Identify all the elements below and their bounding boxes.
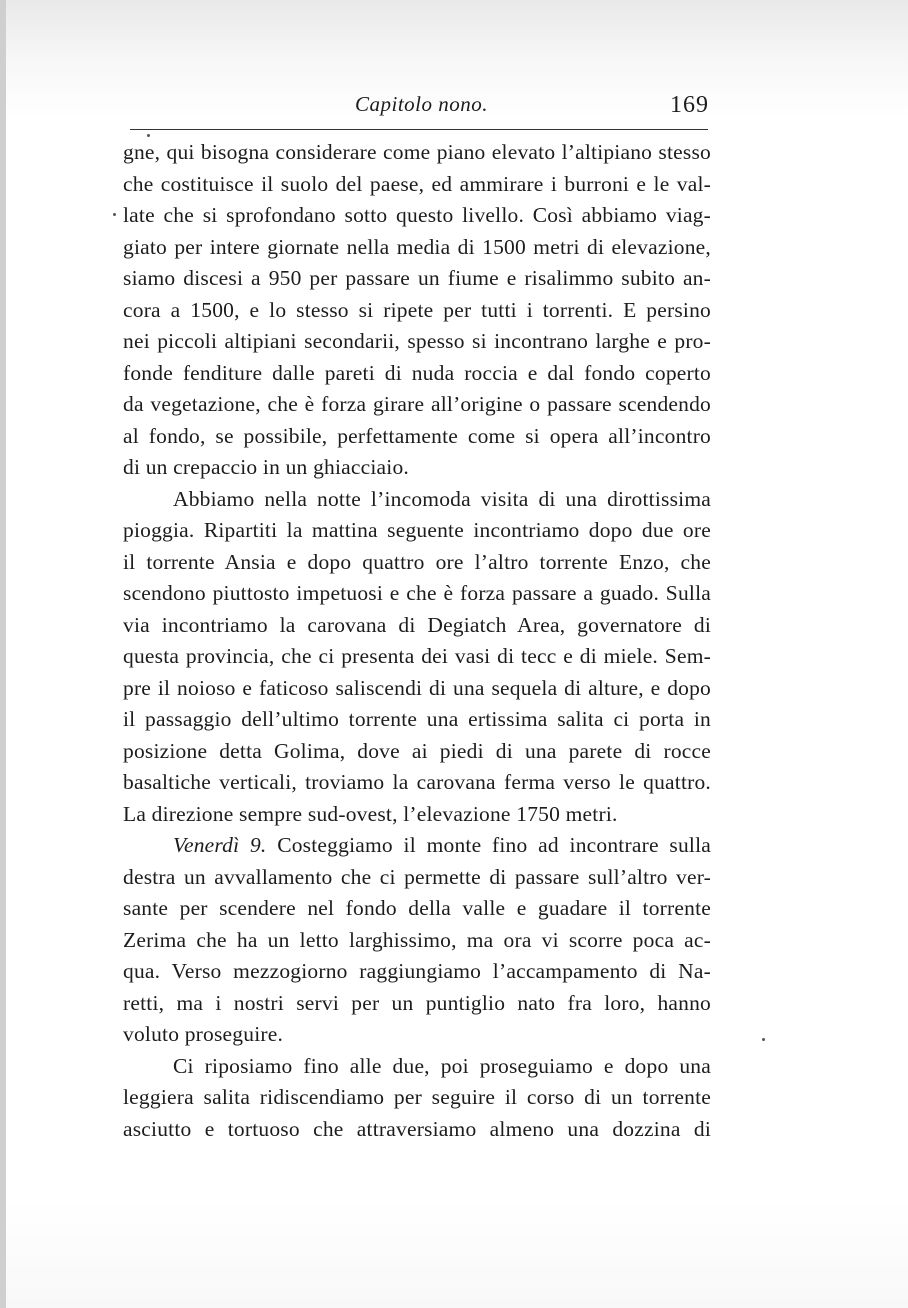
paragraph-4 [123, 1051, 711, 1146]
text-line: leggiera salita ridiscendiamo per seguire il corso di un torrente [123, 1085, 711, 1109]
running-head [123, 86, 709, 120]
paragraph-2 [123, 484, 711, 831]
date-label: Venerdì 9. [173, 833, 267, 857]
text-line: questa provincia, che ci presenta dei vasi di tecc e di miele. Sem- [123, 644, 711, 668]
text-line: posizione detta Golima, dove ai piedi di una parete di rocce [123, 738, 711, 763]
text-line [123, 830, 711, 862]
text-line: sante per scendere nel fondo della valle e guadare il torrente [123, 896, 711, 920]
paragraph-1 [123, 137, 711, 484]
text-line: La direzione sempre sud-ovest, l’elevazione 1750 metri. [123, 801, 618, 826]
text-line: scendono piuttosto impetuosi e che è forza passare a guado. Sulla [123, 581, 711, 605]
text-line: voluto proseguire. [123, 1022, 284, 1046]
text-line: pre il noioso e faticoso saliscendi di una sequela di alture, e dopo [123, 675, 711, 700]
text-line: da vegetazione, che è forza girare all’origine o passare scendendo [123, 392, 711, 416]
print-speck [762, 1038, 765, 1041]
text-line: Abbiamo nella notte l’incomoda visita di una dirottissima [173, 486, 711, 511]
text-line: retti, ma i nostri servi per un puntiglio nato fra loro, hanno [123, 990, 711, 1015]
text-line: basaltiche verticali, troviamo la carovana ferma verso le quattro. [123, 770, 711, 794]
text-line: pioggia. Ripartiti la mattina seguente incontriamo dopo due ore [123, 518, 711, 542]
text-line: qua. Verso mezzogiorno raggiungiamo l’accampamento di Na- [123, 959, 711, 983]
text-line: al fondo, se possibile, perfettamente come si opera all’incontro [123, 423, 711, 448]
print-speck [113, 213, 116, 216]
text-line: il torrente Ansia e dopo quattro ore l’altro torrente Enzo, che [123, 549, 711, 574]
header-rule [130, 129, 708, 130]
text-line: nei piccoli altipiani secondarii, spesso si incontrano larghe e pro- [123, 329, 711, 353]
text-line: giato per intere giornate nella media di 1500 metri di elevazione, [123, 234, 711, 259]
text-line: siamo discesi a 950 per passare un fiume e risalimmo subito an- [123, 266, 711, 290]
text-line: che costituisce il suolo del paese, ed ammirare i burroni e le val- [123, 171, 711, 196]
chapter-title: Capitolo nono. [355, 92, 489, 116]
text-line: fonde fenditure dalle pareti di nuda roccia e dal fondo coperto [123, 360, 711, 385]
text-line: late che si sprofondano sotto questo livello. Così abbiamo viag- [123, 203, 711, 227]
text-line: Zerima che ha un letto larghissimo, ma ora vi scorre poca ac- [123, 927, 711, 952]
text-line-rest: Costeggiamo il monte fino ad incontrare sulla [266, 833, 711, 857]
text-line: via incontriamo la carovana di Degiatch Area, governatore di [123, 612, 711, 637]
text-line: di un crepaccio in un ghiacciaio. [123, 455, 409, 479]
text-line: cora a 1500, e lo stesso si ripete per tutti i torrenti. E persino [123, 297, 711, 322]
text-line: destra un avvallamento che ci permette di passare sull’altro ver- [123, 864, 711, 889]
text-line: Ci riposiamo fino alle due, poi proseguiamo e dopo una [173, 1053, 711, 1078]
page-edge-shadow [0, 0, 6, 1308]
body-text [123, 137, 711, 1145]
page-number: 169 [670, 92, 709, 118]
text-line: il passaggio dell’ultimo torrente una ertissima salita ci porta in [123, 707, 711, 731]
print-speck [147, 134, 150, 137]
paragraph-3 [123, 830, 711, 1051]
text-line: gne, qui bisogna considerare come piano elevato l’altipiano stesso [123, 140, 711, 164]
text-line: asciutto e tortuoso che attraversiamo almeno una dozzina di [123, 1116, 711, 1141]
